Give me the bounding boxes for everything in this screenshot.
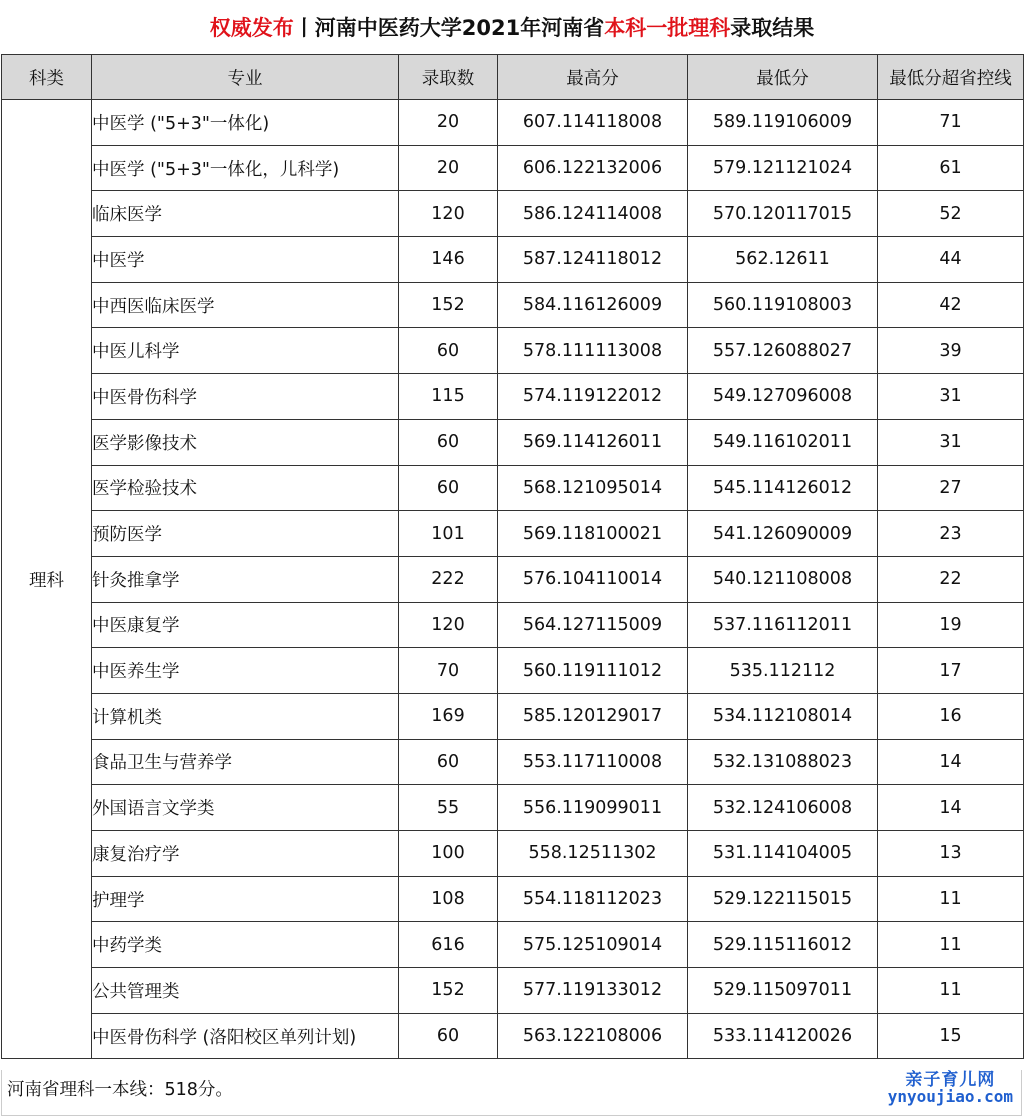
- page-title: [0, 0, 1024, 54]
- admitted-cell: 70: [399, 648, 498, 694]
- admitted-cell: 60: [399, 1013, 498, 1059]
- admitted-cell: 101: [399, 511, 498, 557]
- table-row: [2, 785, 1024, 831]
- max-score-cell: 584.116126009: [498, 282, 688, 328]
- over-line-cell: 61: [878, 145, 1024, 191]
- over-line-cell: 71: [878, 100, 1024, 146]
- table-row: [2, 100, 1024, 146]
- major-cell: 外国语言文学类: [92, 785, 399, 831]
- over-line-cell: 11: [878, 968, 1024, 1014]
- title-school-year: 丨河南中医药大学2021年河南省: [293, 16, 605, 40]
- min-score-cell: 533.114120026: [688, 1013, 878, 1059]
- over-line-cell: 11: [878, 876, 1024, 922]
- max-score-cell: 578.111113008: [498, 328, 688, 374]
- over-line-cell: 44: [878, 237, 1024, 283]
- major-cell: 中医学 ("5+3"一体化): [92, 100, 399, 146]
- min-score-cell: 570.120117015: [688, 191, 878, 237]
- max-score-cell: 574.119122012: [498, 374, 688, 420]
- table-row: [2, 739, 1024, 785]
- over-line-cell: 31: [878, 374, 1024, 420]
- admitted-cell: 60: [399, 419, 498, 465]
- min-score-cell: 545.114126012: [688, 465, 878, 511]
- category-cell: 理科: [2, 100, 92, 1059]
- min-score-cell: 579.121121024: [688, 145, 878, 191]
- admission-results-table: [1, 54, 1024, 1059]
- admitted-cell: 60: [399, 328, 498, 374]
- footer: [1, 1070, 1022, 1116]
- major-cell: 康复治疗学: [92, 831, 399, 877]
- max-score-cell: 576.104110014: [498, 556, 688, 602]
- major-cell: 针灸推拿学: [92, 556, 399, 602]
- major-cell: 中医养生学: [92, 648, 399, 694]
- admitted-cell: 108: [399, 876, 498, 922]
- table-row: [2, 282, 1024, 328]
- table-row: [2, 876, 1024, 922]
- over-line-cell: 13: [878, 831, 1024, 877]
- table-row: [2, 374, 1024, 420]
- table-row: [2, 237, 1024, 283]
- major-cell: 中医骨伤科学 (洛阳校区单列计划): [92, 1013, 399, 1059]
- table-row: [2, 145, 1024, 191]
- admitted-cell: 222: [399, 556, 498, 602]
- cutoff-note: 河南省理科一本线：518分。: [7, 1080, 233, 1100]
- admitted-cell: 20: [399, 100, 498, 146]
- major-cell: 医学影像技术: [92, 419, 399, 465]
- min-score-cell: 535.112112: [688, 648, 878, 694]
- min-score-cell: 562.12611: [688, 237, 878, 283]
- max-score-cell: 606.122132006: [498, 145, 688, 191]
- min-score-cell: 532.124106008: [688, 785, 878, 831]
- min-score-cell: 557.126088027: [688, 328, 878, 374]
- header-over-line: 最低分超省控线: [878, 55, 1024, 100]
- min-score-cell: 529.115116012: [688, 922, 878, 968]
- over-line-cell: 19: [878, 602, 1024, 648]
- watermark-logo: [888, 1072, 1013, 1105]
- min-score-cell: 529.122115015: [688, 876, 878, 922]
- header-max-score: 最高分: [498, 55, 688, 100]
- header-admitted: 录取数: [399, 55, 498, 100]
- min-score-cell: 549.116102011: [688, 419, 878, 465]
- table-header-row: [2, 55, 1024, 100]
- table-row: [2, 693, 1024, 739]
- over-line-cell: 16: [878, 693, 1024, 739]
- admitted-cell: 115: [399, 374, 498, 420]
- major-cell: 中医学 ("5+3"一体化，儿科学): [92, 145, 399, 191]
- over-line-cell: 11: [878, 922, 1024, 968]
- min-score-cell: 534.112108014: [688, 693, 878, 739]
- major-cell: 护理学: [92, 876, 399, 922]
- over-line-cell: 14: [878, 785, 1024, 831]
- over-line-cell: 14: [878, 739, 1024, 785]
- table-row: [2, 556, 1024, 602]
- admitted-cell: 169: [399, 693, 498, 739]
- admitted-cell: 120: [399, 602, 498, 648]
- admitted-cell: 55: [399, 785, 498, 831]
- max-score-cell: 587.124118012: [498, 237, 688, 283]
- over-line-cell: 42: [878, 282, 1024, 328]
- table-row: [2, 328, 1024, 374]
- min-score-cell: 532.131088023: [688, 739, 878, 785]
- min-score-cell: 531.114104005: [688, 831, 878, 877]
- max-score-cell: 556.119099011: [498, 785, 688, 831]
- max-score-cell: 586.124114008: [498, 191, 688, 237]
- max-score-cell: 558.12511302: [498, 831, 688, 877]
- major-cell: 计算机类: [92, 693, 399, 739]
- max-score-cell: 554.118112023: [498, 876, 688, 922]
- table-row: [2, 968, 1024, 1014]
- min-score-cell: 549.127096008: [688, 374, 878, 420]
- admitted-cell: 60: [399, 465, 498, 511]
- major-cell: 中医学: [92, 237, 399, 283]
- watermark-cn: 亲子育儿网: [905, 1070, 996, 1090]
- admitted-cell: 20: [399, 145, 498, 191]
- max-score-cell: 585.120129017: [498, 693, 688, 739]
- max-score-cell: 563.122108006: [498, 1013, 688, 1059]
- watermark-en: ynyoujiao.com: [887, 1087, 1013, 1106]
- min-score-cell: 560.119108003: [688, 282, 878, 328]
- admitted-cell: 152: [399, 282, 498, 328]
- table-row: [2, 191, 1024, 237]
- over-line-cell: 17: [878, 648, 1024, 694]
- major-cell: 公共管理类: [92, 968, 399, 1014]
- admitted-cell: 100: [399, 831, 498, 877]
- min-score-cell: 529.115097011: [688, 968, 878, 1014]
- table-row: [2, 648, 1024, 694]
- max-score-cell: 575.125109014: [498, 922, 688, 968]
- title-highlight-batch: 本科一批理科: [604, 16, 731, 40]
- over-line-cell: 15: [878, 1013, 1024, 1059]
- over-line-cell: 31: [878, 419, 1024, 465]
- table-row: [2, 1013, 1024, 1059]
- admitted-cell: 152: [399, 968, 498, 1014]
- header-min-score: 最低分: [688, 55, 878, 100]
- max-score-cell: 577.119133012: [498, 968, 688, 1014]
- title-result: 录取结果: [730, 16, 815, 40]
- major-cell: 医学检验技术: [92, 465, 399, 511]
- table-row: [2, 419, 1024, 465]
- max-score-cell: 564.127115009: [498, 602, 688, 648]
- min-score-cell: 537.116112011: [688, 602, 878, 648]
- table-row: [2, 922, 1024, 968]
- min-score-cell: 540.121108008: [688, 556, 878, 602]
- min-score-cell: 589.119106009: [688, 100, 878, 146]
- admitted-cell: 146: [399, 237, 498, 283]
- major-cell: 中西医临床医学: [92, 282, 399, 328]
- header-major: 专业: [92, 55, 399, 100]
- major-cell: 中药学类: [92, 922, 399, 968]
- over-line-cell: 39: [878, 328, 1024, 374]
- max-score-cell: 569.114126011: [498, 419, 688, 465]
- major-cell: 中医儿科学: [92, 328, 399, 374]
- table-row: [2, 511, 1024, 557]
- major-cell: 食品卫生与营养学: [92, 739, 399, 785]
- admitted-cell: 60: [399, 739, 498, 785]
- major-cell: 中医康复学: [92, 602, 399, 648]
- major-cell: 预防医学: [92, 511, 399, 557]
- table-row: [2, 831, 1024, 877]
- max-score-cell: 568.121095014: [498, 465, 688, 511]
- min-score-cell: 541.126090009: [688, 511, 878, 557]
- max-score-cell: 607.114118008: [498, 100, 688, 146]
- over-line-cell: 22: [878, 556, 1024, 602]
- max-score-cell: 553.117110008: [498, 739, 688, 785]
- title-highlight-official: 权威发布: [209, 16, 294, 40]
- over-line-cell: 27: [878, 465, 1024, 511]
- major-cell: 临床医学: [92, 191, 399, 237]
- over-line-cell: 52: [878, 191, 1024, 237]
- table-row: [2, 465, 1024, 511]
- header-category: 科类: [2, 55, 92, 100]
- admitted-cell: 120: [399, 191, 498, 237]
- max-score-cell: 569.118100021: [498, 511, 688, 557]
- major-cell: 中医骨伤科学: [92, 374, 399, 420]
- max-score-cell: 560.119111012: [498, 648, 688, 694]
- over-line-cell: 23: [878, 511, 1024, 557]
- table-row: [2, 602, 1024, 648]
- admitted-cell: 616: [399, 922, 498, 968]
